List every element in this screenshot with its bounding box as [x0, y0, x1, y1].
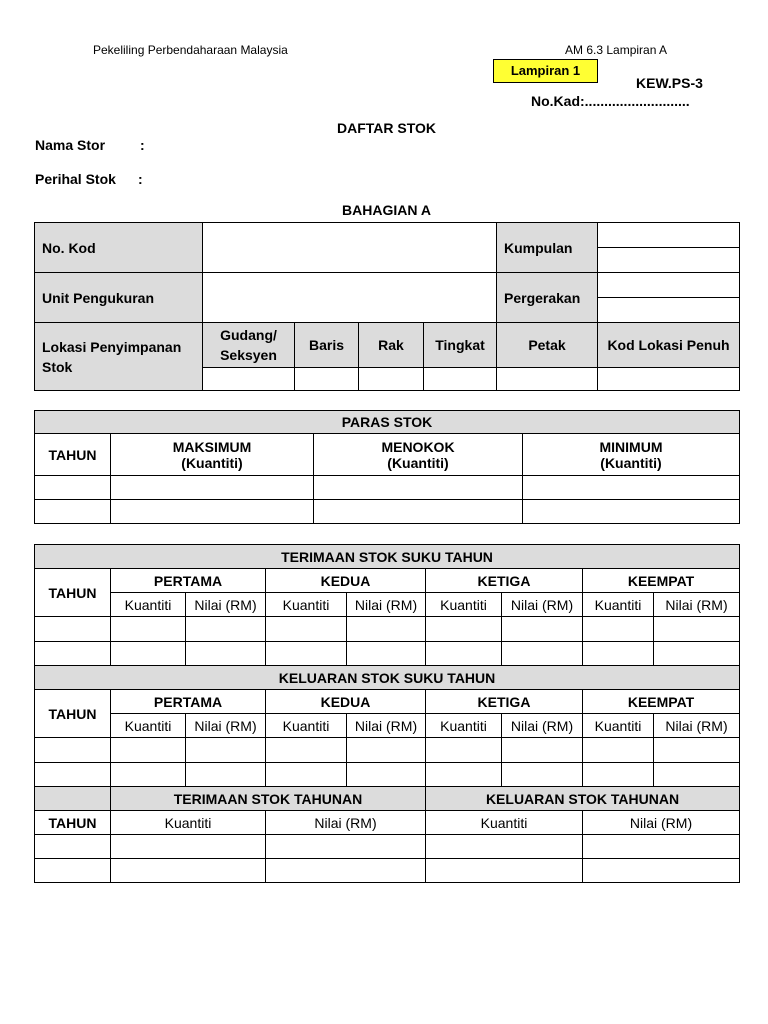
stock-level-table: [34, 410, 740, 524]
table-cell[interactable]: [654, 617, 740, 642]
store-name-label: Nama Stor: [35, 137, 106, 153]
issue-q4-qty: Kuantiti: [583, 714, 654, 738]
issue-q4: KEEMPAT: [583, 690, 740, 714]
table-cell[interactable]: [35, 617, 111, 642]
issue-q3-value: Nilai (RM): [502, 714, 583, 738]
receipt-q2: KEDUA: [266, 569, 426, 593]
col-baris: Baris: [295, 323, 359, 368]
annual-issue-title: KELUARAN STOK TAHUNAN: [426, 787, 740, 811]
code-label: No. Kod: [35, 223, 203, 273]
issue-q2: KEDUA: [266, 690, 426, 714]
table-cell[interactable]: [314, 476, 523, 500]
table-cell[interactable]: [583, 835, 740, 859]
col-gudang: Gudang/ Seksyen: [203, 323, 295, 368]
stock-level-year: TAHUN: [35, 434, 111, 476]
table-cell[interactable]: [35, 642, 111, 666]
minimum-sub: (Kuantiti): [600, 454, 662, 471]
table-cell[interactable]: [654, 642, 740, 666]
table-cell[interactable]: [654, 763, 740, 787]
store-name-colon: :: [140, 137, 145, 153]
col-kod-lokasi: Kod Lokasi Penuh: [598, 323, 740, 368]
table-cell[interactable]: [266, 738, 347, 763]
table-cell[interactable]: [523, 500, 740, 524]
receipt-year: TAHUN: [35, 569, 111, 617]
table-cell[interactable]: [426, 642, 502, 666]
stock-subject-label: Perihal Stok: [35, 171, 116, 187]
issue-q2-value: Nilai (RM): [347, 714, 426, 738]
table-cell[interactable]: [654, 738, 740, 763]
table-cell[interactable]: [502, 642, 583, 666]
receipt-q2-qty: Kuantiti: [266, 593, 347, 617]
minimum-label: MINIMUM: [599, 438, 663, 455]
table-cell[interactable]: [111, 500, 314, 524]
issue-q1: PERTAMA: [111, 690, 266, 714]
table-cell[interactable]: [266, 763, 347, 787]
table-cell[interactable]: [502, 738, 583, 763]
stock-level-title: PARAS STOK: [35, 411, 740, 434]
issue-q1-qty: Kuantiti: [111, 714, 186, 738]
table-cell[interactable]: [583, 642, 654, 666]
table-cell[interactable]: [502, 617, 583, 642]
col-minimum: [523, 434, 740, 476]
table-cell[interactable]: [426, 859, 583, 883]
card-number: No.Kad:...........................: [531, 93, 690, 109]
table-cell[interactable]: [35, 738, 111, 763]
table-cell[interactable]: [426, 763, 502, 787]
location-label: Lokasi Penyimpanan Stok: [35, 323, 203, 391]
col-maksimum: [111, 434, 314, 476]
table-cell[interactable]: [111, 738, 186, 763]
receipt-quarter-title: TERIMAAN STOK SUKU TAHUN: [35, 545, 740, 569]
receipt-q4-value: Nilai (RM): [654, 593, 740, 617]
col-petak: Petak: [497, 323, 598, 368]
table-cell[interactable]: [35, 835, 111, 859]
table-cell[interactable]: [186, 763, 266, 787]
lampiran-badge: Lampiran 1: [493, 59, 598, 83]
table-cell[interactable]: [111, 642, 186, 666]
baris-input[interactable]: [295, 368, 359, 391]
quarterly-table: [34, 544, 740, 883]
table-cell[interactable]: [35, 763, 111, 787]
annual-receipt-title: TERIMAAN STOK TAHUNAN: [111, 787, 426, 811]
table-cell[interactable]: [426, 835, 583, 859]
table-cell[interactable]: [186, 642, 266, 666]
table-cell[interactable]: [314, 500, 523, 524]
table-cell[interactable]: [186, 738, 266, 763]
receipt-q1-qty: Kuantiti: [111, 593, 186, 617]
reference-code: AM 6.3 Lampiran A: [565, 43, 668, 57]
movement-label: Pergerakan: [497, 273, 598, 323]
issue-quarter-title: KELUARAN STOK SUKU TAHUN: [35, 666, 740, 690]
table-cell[interactable]: [583, 859, 740, 883]
table-cell[interactable]: [186, 617, 266, 642]
table-cell[interactable]: [35, 476, 111, 500]
annual-issue-value: Nilai (RM): [583, 811, 740, 835]
rak-input[interactable]: [359, 368, 424, 391]
table-cell[interactable]: [111, 835, 266, 859]
stock-subject-colon: :: [138, 171, 143, 187]
receipt-q4: KEEMPAT: [583, 569, 740, 593]
page-title: DAFTAR STOK: [336, 120, 437, 136]
table-cell[interactable]: [583, 617, 654, 642]
unit-label: Unit Pengukuran: [35, 273, 203, 323]
col-tingkat: Tingkat: [424, 323, 497, 368]
tingkat-input[interactable]: [424, 368, 497, 391]
table-cell[interactable]: [426, 617, 502, 642]
circular-title: Pekeliling Perbendaharaan Malaysia: [93, 43, 288, 57]
table-cell[interactable]: [111, 617, 186, 642]
table-cell[interactable]: [583, 738, 654, 763]
annual-receipt-qty: Kuantiti: [111, 811, 266, 835]
section-a-title: BAHAGIAN A: [342, 202, 431, 218]
table-cell[interactable]: [111, 763, 186, 787]
annual-issue-qty: Kuantiti: [426, 811, 583, 835]
table-cell[interactable]: [347, 763, 426, 787]
maksimum-sub: (Kuantiti): [181, 454, 243, 471]
table-cell[interactable]: [266, 642, 347, 666]
menokok-label: MENOKOK: [381, 438, 455, 455]
col-menokok: [314, 434, 523, 476]
table-cell[interactable]: [111, 476, 314, 500]
receipt-q2-value: Nilai (RM): [347, 593, 426, 617]
table-cell[interactable]: [35, 859, 111, 883]
issue-q1-value: Nilai (RM): [186, 714, 266, 738]
annual-corner: [35, 787, 111, 811]
maksimum-label: MAKSIMUM: [172, 438, 252, 455]
gudang-input[interactable]: [203, 368, 295, 391]
annual-receipt-value: Nilai (RM): [266, 811, 426, 835]
table-cell[interactable]: [426, 738, 502, 763]
receipt-q1-value: Nilai (RM): [186, 593, 266, 617]
petak-input[interactable]: [497, 368, 598, 391]
receipt-q3: KETIGA: [426, 569, 583, 593]
issue-q3: KETIGA: [426, 690, 583, 714]
table-cell[interactable]: [266, 617, 347, 642]
annual-year: TAHUN: [35, 811, 111, 835]
movement-input[interactable]: [598, 273, 740, 323]
table-cell[interactable]: [347, 642, 426, 666]
unit-input[interactable]: [203, 273, 497, 323]
receipt-q1: PERTAMA: [111, 569, 266, 593]
table-cell[interactable]: [266, 859, 426, 883]
issue-q4-value: Nilai (RM): [654, 714, 740, 738]
col-rak: Rak: [359, 323, 424, 368]
table-cell[interactable]: [35, 500, 111, 524]
table-cell[interactable]: [583, 763, 654, 787]
table-cell[interactable]: [266, 835, 426, 859]
issue-q2-qty: Kuantiti: [266, 714, 347, 738]
code-input[interactable]: [203, 223, 497, 273]
receipt-q3-qty: Kuantiti: [426, 593, 502, 617]
kod-lokasi-input[interactable]: [598, 368, 740, 391]
table-cell[interactable]: [347, 617, 426, 642]
group-input[interactable]: [598, 223, 740, 273]
form-code: KEW.PS-3: [636, 75, 703, 91]
table-cell[interactable]: [347, 738, 426, 763]
section-a-table: [34, 222, 740, 391]
receipt-q3-value: Nilai (RM): [502, 593, 583, 617]
issue-year: TAHUN: [35, 690, 111, 738]
table-cell[interactable]: [111, 859, 266, 883]
issue-q3-qty: Kuantiti: [426, 714, 502, 738]
menokok-sub: (Kuantiti): [387, 454, 449, 471]
receipt-q4-qty: Kuantiti: [583, 593, 654, 617]
table-cell[interactable]: [502, 763, 583, 787]
table-cell[interactable]: [523, 476, 740, 500]
group-label: Kumpulan: [497, 223, 598, 273]
